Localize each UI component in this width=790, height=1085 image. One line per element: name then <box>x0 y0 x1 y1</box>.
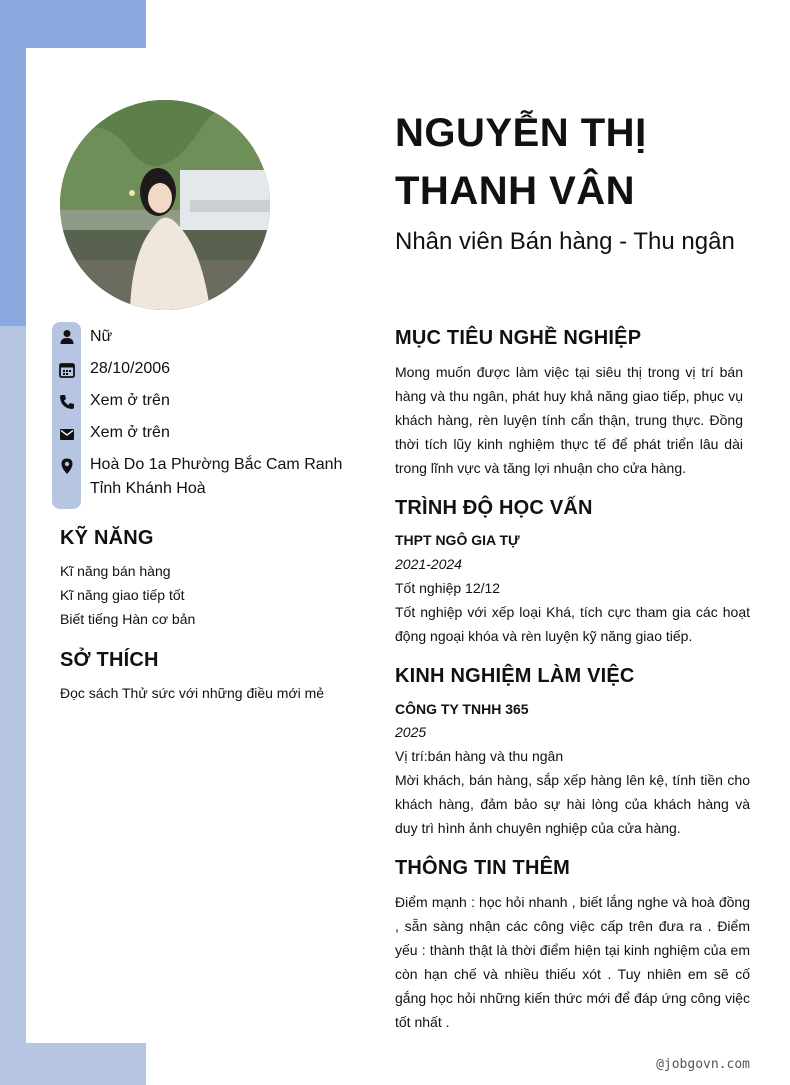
phone-icon <box>58 393 76 411</box>
email-icon <box>58 425 76 443</box>
skills-item: Kĩ năng giao tiếp tốt <box>60 587 185 603</box>
experience-title: KINH NGHIỆM LÀM VIỆC <box>395 665 635 687</box>
hobbies-text: Đọc sách Thử sức với những điều mới mẻ <box>60 685 325 701</box>
objective-text: Mong muốn được làm việc tại siêu thị trong vị trí bán hàng và thu ngân, phát huy khả năng giao tiếp, phục vụ khách hàng, rèn luyện tính cẩn thận, trung thực. Đồng thời tích lũy kinh nghiệm thực tế để phát triển lâu dài trong lĩnh vực và tăng lợi nhuận cho cửa hàng. <box>395 364 743 476</box>
experience-position: Vị trí:bán hàng và thu ngân <box>395 748 564 764</box>
additional-title: THÔNG TIN THÊM <box>395 857 571 879</box>
person-icon <box>58 328 76 346</box>
experience-year: 2025 <box>395 724 427 740</box>
calendar-icon <box>58 361 76 379</box>
address-line1: Hoà Do 1a Phường Bắc Cam Ranh <box>90 456 343 473</box>
skills-title: KỸ NĂNG <box>60 527 154 549</box>
full-name <box>395 104 647 220</box>
contact-icon-strip <box>52 322 81 509</box>
name-line2: THANH VÂN <box>395 169 636 213</box>
birthday-text: 28/10/2006 <box>90 360 171 377</box>
experience-text: Mời khách, bán hàng, sắp xếp hàng lên kệ, tính tiền cho khách hàng, đảm bảo sự hài lòng của khách hàng và duy trì hình ảnh chuyên nghiệp của cửa hàng. <box>395 772 750 836</box>
footer-credit: @jobgovn.com <box>656 1057 750 1072</box>
skills-item: Kĩ năng bán hàng <box>60 563 171 579</box>
education-years: 2021-2024 <box>395 556 462 572</box>
education-text: Tốt nghiệp với xếp loại Khá, tích cực tham gia các hoạt động ngoại khóa và rèn luyện kỹ năng giao tiếp. <box>395 604 750 644</box>
experience-company: CÔNG TY TNHH 365 <box>395 701 529 717</box>
job-title: Nhân viên Bán hàng - Thu ngân <box>395 228 735 255</box>
skills-item: Biết tiếng Hàn cơ bản <box>60 611 196 627</box>
email-text: Xem ở trên <box>90 424 170 441</box>
gender-text: Nữ <box>90 328 113 345</box>
address-line2: Tỉnh Khánh Hoà <box>90 480 206 497</box>
name-line1: NGUYỄN THỊ <box>395 111 647 155</box>
hobbies-title: SỞ THÍCH <box>60 649 159 671</box>
phone-text: Xem ở trên <box>90 392 170 409</box>
education-result: Tốt nghiệp 12/12 <box>395 580 501 596</box>
avatar-photo <box>60 100 270 310</box>
additional-text: Điểm mạnh : học hỏi nhanh , biết lắng nghe và hoà đồng , sẵn sàng nhận các công việc cấp trên đưa ra . Điểm yếu : thành thật là thời điểm hiện tại kinh nghiệm của em còn hạn chế và nhiều thiếu xót . Tuy nhiên em sẽ cố gắng học hỏi những kiến thức mới để đáp ứng công việc tốt nhất . <box>395 894 750 1030</box>
location-pin-icon <box>58 457 76 475</box>
education-school: THPT NGÔ GIA TỰ <box>395 532 520 548</box>
objective-title: MỤC TIÊU NGHỀ NGHIỆP <box>395 327 642 349</box>
education-title: TRÌNH ĐỘ HỌC VẤN <box>395 497 593 519</box>
